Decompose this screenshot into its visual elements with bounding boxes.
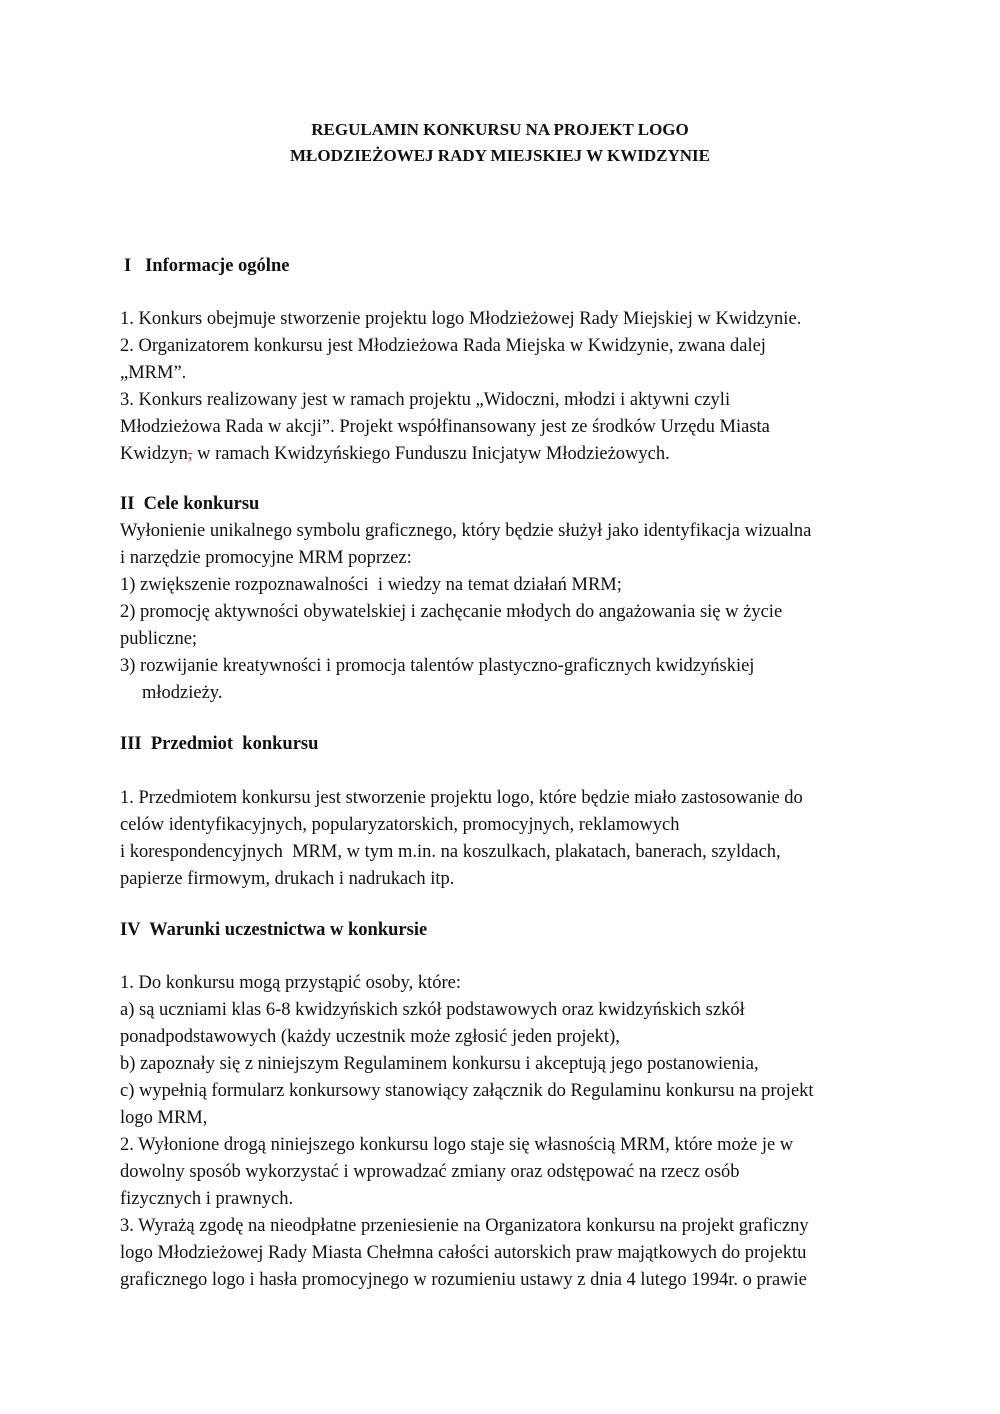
text-line: dowolny sposób wykorzystać i wprowadzać zmiany oraz odstępować na rzecz osób bbox=[120, 1162, 740, 1182]
text-line: ponadpodstawowych (każdy uczestnik może zgłosić jeden projekt), bbox=[120, 1027, 620, 1047]
text-line: Młodzieżowa Rada w akcji”. Projekt współfinansowany jest ze środków Urzędu Miasta bbox=[120, 417, 770, 437]
text-line: 3. Konkurs realizowany jest w ramach projektu „Widoczni, młodzi i aktywni czyli bbox=[120, 390, 731, 410]
text-line: 2. Organizatorem konkursu jest Młodzieżowa Rada Miejska w Kwidzynie, zwana dalej bbox=[120, 336, 766, 356]
text-line: 1) zwiększenie rozpoznawalności i wiedzy na temat działań MRM; bbox=[120, 575, 622, 595]
text-line: młodzieży. bbox=[142, 683, 223, 703]
text-line bbox=[120, 441, 920, 468]
text-line: i narzędzie promocyjne MRM poprzez: bbox=[120, 548, 412, 568]
text-line: fizycznych i prawnych. bbox=[120, 1189, 294, 1209]
text-line: „MRM”. bbox=[120, 363, 187, 383]
text-fragment: Kwidzyn bbox=[120, 444, 188, 464]
text-line: logo Młodzieżowej Rady Miasta Chełmna całości autorskich praw majątkowych do projektu bbox=[120, 1243, 807, 1263]
text-line: graficznego logo i hasła promocyjnego w rozumieniu ustawy z dnia 4 lutego 1994r. o prawie bbox=[120, 1270, 807, 1290]
text-line: b) zapoznały się z niniejszym Regulaminem konkursu i akceptują jego postanowienia, bbox=[120, 1054, 759, 1074]
title-line-1: REGULAMIN KONKURSU NA PROJEKT LOGO bbox=[311, 120, 689, 139]
text-line: a) są uczniami klas 6-8 kwidzyńskich szkół podstawowych oraz kwidzyńskich szkół bbox=[120, 1000, 745, 1020]
section-participation-body bbox=[120, 970, 920, 1294]
title-line-2: MŁODZIEŻOWEJ RADY MIEJSKIEJ W KWIDZYNIE bbox=[289, 146, 711, 165]
deleted-comma-mark: , bbox=[187, 444, 193, 464]
text-line: papierze firmowym, drukach i nadrukach itp. bbox=[120, 869, 455, 889]
section-heading-subject: III Przedmiot konkursu bbox=[120, 734, 319, 754]
text-fragment: w ramach Kwidzyńskiego Funduszu Inicjatyw Młodzieżowych. bbox=[192, 444, 670, 464]
text-line: 1. Konkurs obejmuje stworzenie projektu logo Młodzieżowej Rady Miejskiej w Kwidzynie. bbox=[120, 309, 802, 329]
section-goals-body bbox=[120, 518, 920, 707]
text-line: 2) promocję aktywności obywatelskiej i zachęcanie młodych do angażowania się w życie bbox=[120, 602, 783, 622]
text-line: 1. Do konkursu mogą przystąpić osoby, które: bbox=[120, 973, 461, 993]
text-line: 1. Przedmiotem konkursu jest stworzenie projektu logo, które będzie miało zastosowanie do bbox=[120, 788, 803, 808]
text-line: celów identyfikacyjnych, popularyzatorskich, promocyjnych, reklamowych bbox=[120, 815, 680, 835]
section-general-info-body bbox=[120, 306, 920, 468]
text-line: c) wypełnią formularz konkursowy stanowiący załącznik do Regulaminu konkursu na projekt bbox=[120, 1081, 814, 1101]
text-line: i korespondencyjnych MRM, w tym m.in. na koszulkach, plakatach, banerach, szyldach, bbox=[120, 842, 781, 862]
text-line: 3) rozwijanie kreatywności i promocja talentów plastyczno-graficznych kwidzyńskiej bbox=[120, 656, 755, 676]
document-title bbox=[0, 117, 1000, 169]
text-line: publiczne; bbox=[120, 629, 198, 649]
section-heading-goals: II Cele konkursu bbox=[120, 494, 260, 514]
text-line: 2. Wyłonione drogą niniejszego konkursu logo staje się własnością MRM, które może je w bbox=[120, 1135, 794, 1155]
text-line: logo MRM, bbox=[120, 1108, 208, 1128]
section-heading-general-info: I Informacje ogólne bbox=[124, 256, 290, 276]
text-line: 3. Wyrażą zgodę na nieodpłatne przeniesienie na Organizatora konkursu na projekt graficzny bbox=[120, 1216, 809, 1236]
text-line: Wyłonienie unikalnego symbolu graficznego, który będzie służył jako identyfikacja wizualna bbox=[120, 521, 812, 541]
section-subject-body bbox=[120, 785, 920, 893]
section-heading-participation: IV Warunki uczestnictwa w konkursie bbox=[120, 920, 428, 940]
